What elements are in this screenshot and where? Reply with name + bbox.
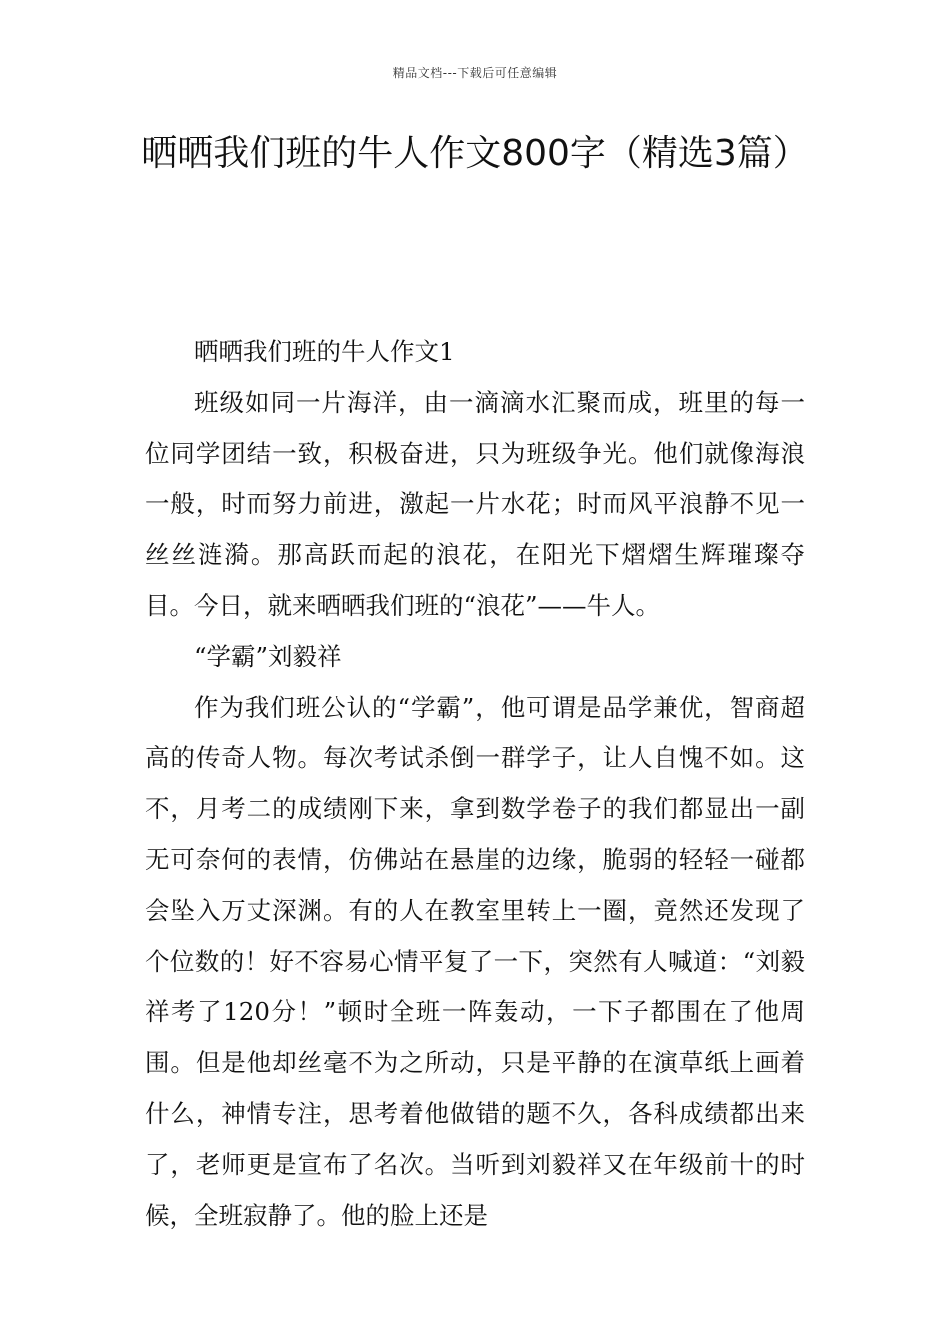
section-heading: 晒晒我们班的牛人作文1: [194, 337, 455, 366]
paragraph-liu-yixiang: 作为我们班公认的“学霸”，他可谓是品学兼优，智商超高的传奇人物。每次考试杀倒一群学子，让人自愧不如。这不，月考二的成绩刚下来，拿到数学卷子的我们都显出一副无可奈何的表情，仿佛站在悬崖的边缘，脆弱的轻轻一碰都会坠入万丈深渊。有的人在教室里转上一圈，竟然还发现了个位数的！好不容易心情平复了一下，突然有人喊道：“刘毅祥考了120分！”顿时全班一阵轰动，一下子都围在了他周围。但是他却丝毫不为之所动，只是平静的在演草纸上画着什么，神情专注，思考着他做错的题不久，各科成绩都出来了，老师更是宣布了名次。当听到刘毅祥又在年级前十的时候，全班寂静了。他的脸上还是: [145, 692, 805, 1230]
document-title: 晒晒我们班的牛人作文800字（精选3篇）: [141, 133, 809, 174]
subheading-liu-yixiang: “学霸”刘毅祥: [194, 641, 342, 671]
header-note: 精品文档---下载后可任意编辑: [392, 66, 558, 80]
document-body: [145, 327, 805, 1241]
paragraph-intro: 班级如同一片海洋，由一滴滴水汇聚而成，班里的每一位同学团结一致，积极奋进，只为班级争光。他们就像海浪一般，时而努力前进，激起一片水花；时而风平浪静不见一丝丝涟漪。那高跃而起的浪花，在阳光下熠熠生辉璀璨夺目。今日，就来晒晒我们班的“浪花”——牛人。: [145, 387, 805, 620]
